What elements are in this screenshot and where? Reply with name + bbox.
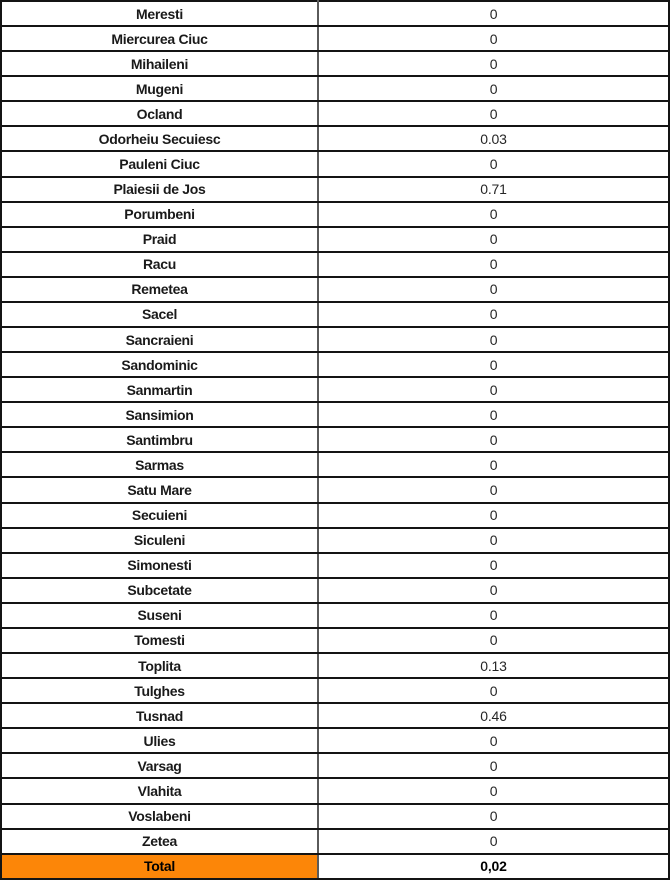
table-row <box>1 76 669 101</box>
table-row <box>1 51 669 76</box>
value-cell: 0 <box>318 51 669 76</box>
value-cell: 0,02 <box>318 854 669 879</box>
table-row <box>1 151 669 176</box>
municipality-cell: Sarmas <box>1 452 318 477</box>
table-row <box>1 427 669 452</box>
table-row <box>1 553 669 578</box>
municipality-cell: Praid <box>1 227 318 252</box>
value-cell: 0 <box>318 101 669 126</box>
municipality-cell: Sanmartin <box>1 377 318 402</box>
table-row <box>1 277 669 302</box>
table-row <box>1 603 669 628</box>
value-cell: 0.46 <box>318 703 669 728</box>
municipality-cell: Santimbru <box>1 427 318 452</box>
value-cell: 0 <box>318 829 669 854</box>
table-row <box>1 678 669 703</box>
table-row <box>1 628 669 653</box>
value-cell: 0 <box>318 202 669 227</box>
municipality-cell: Pauleni Ciuc <box>1 151 318 176</box>
value-cell: 0 <box>318 528 669 553</box>
municipality-cell: Secuieni <box>1 503 318 528</box>
municipality-cell: Sansimion <box>1 402 318 427</box>
value-cell: 0 <box>318 402 669 427</box>
total-row <box>1 854 669 879</box>
municipality-cell: Voslabeni <box>1 804 318 829</box>
table-row <box>1 653 669 678</box>
municipality-cell: Remetea <box>1 277 318 302</box>
table-row <box>1 202 669 227</box>
table-row <box>1 728 669 753</box>
table-row <box>1 829 669 854</box>
value-cell: 0 <box>318 277 669 302</box>
table-row <box>1 252 669 277</box>
table-row <box>1 101 669 126</box>
table-row <box>1 778 669 803</box>
municipality-cell: Vlahita <box>1 778 318 803</box>
value-cell: 0 <box>318 26 669 51</box>
value-cell: 0 <box>318 678 669 703</box>
municipality-cell: Ocland <box>1 101 318 126</box>
table-row <box>1 503 669 528</box>
municipality-cell: Tomesti <box>1 628 318 653</box>
municipality-cell: Tulghes <box>1 678 318 703</box>
municipality-cell: Meresti <box>1 1 318 26</box>
municipality-cell: Suseni <box>1 603 318 628</box>
table-row <box>1 804 669 829</box>
table-row <box>1 352 669 377</box>
value-cell: 0 <box>318 151 669 176</box>
municipality-cell: Racu <box>1 252 318 277</box>
municipality-cell: Ulies <box>1 728 318 753</box>
table-row <box>1 402 669 427</box>
value-cell: 0 <box>318 553 669 578</box>
municipality-cell: Sandominic <box>1 352 318 377</box>
value-cell: 0 <box>318 728 669 753</box>
table-row <box>1 327 669 352</box>
table-body <box>1 1 669 879</box>
value-cell: 0 <box>318 477 669 502</box>
municipality-cell: Plaiesii de Jos <box>1 177 318 202</box>
municipality-cell: Satu Mare <box>1 477 318 502</box>
table-row <box>1 126 669 151</box>
value-cell: 0 <box>318 377 669 402</box>
value-cell: 0 <box>318 452 669 477</box>
value-cell: 0 <box>318 302 669 327</box>
value-cell: 0 <box>318 804 669 829</box>
value-cell: 0 <box>318 503 669 528</box>
municipality-cell: Sacel <box>1 302 318 327</box>
table-row <box>1 26 669 51</box>
table-row <box>1 302 669 327</box>
value-cell: 0 <box>318 327 669 352</box>
municipality-cell: Mugeni <box>1 76 318 101</box>
value-cell: 0.13 <box>318 653 669 678</box>
table-row <box>1 227 669 252</box>
value-cell: 0 <box>318 76 669 101</box>
value-cell: 0 <box>318 778 669 803</box>
table-row <box>1 753 669 778</box>
municipality-cell: Zetea <box>1 829 318 854</box>
value-cell: 0.03 <box>318 126 669 151</box>
table-row <box>1 703 669 728</box>
value-cell: 0 <box>318 252 669 277</box>
table-row <box>1 1 669 26</box>
table-row <box>1 578 669 603</box>
municipality-cell: Simonesti <box>1 553 318 578</box>
municipality-cell: Varsag <box>1 753 318 778</box>
municipality-cell: Tusnad <box>1 703 318 728</box>
municipality-cell: Toplita <box>1 653 318 678</box>
value-cell: 0.71 <box>318 177 669 202</box>
table-row <box>1 452 669 477</box>
municipality-cell: Subcetate <box>1 578 318 603</box>
value-cell: 0 <box>318 603 669 628</box>
table-row <box>1 377 669 402</box>
municipality-cell: Siculeni <box>1 528 318 553</box>
municipality-cell: Mihaileni <box>1 51 318 76</box>
value-cell: 0 <box>318 628 669 653</box>
table-row <box>1 528 669 553</box>
municipality-cell: Miercurea Ciuc <box>1 26 318 51</box>
value-cell: 0 <box>318 578 669 603</box>
municipality-cell: Odorheiu Secuiesc <box>1 126 318 151</box>
municipality-cell: Porumbeni <box>1 202 318 227</box>
table-row <box>1 177 669 202</box>
municipality-cell: Sancraieni <box>1 327 318 352</box>
value-cell: 0 <box>318 1 669 26</box>
value-cell: 0 <box>318 352 669 377</box>
municipality-cell: Total <box>1 854 318 879</box>
value-cell: 0 <box>318 753 669 778</box>
value-cell: 0 <box>318 227 669 252</box>
table-row <box>1 477 669 502</box>
value-cell: 0 <box>318 427 669 452</box>
